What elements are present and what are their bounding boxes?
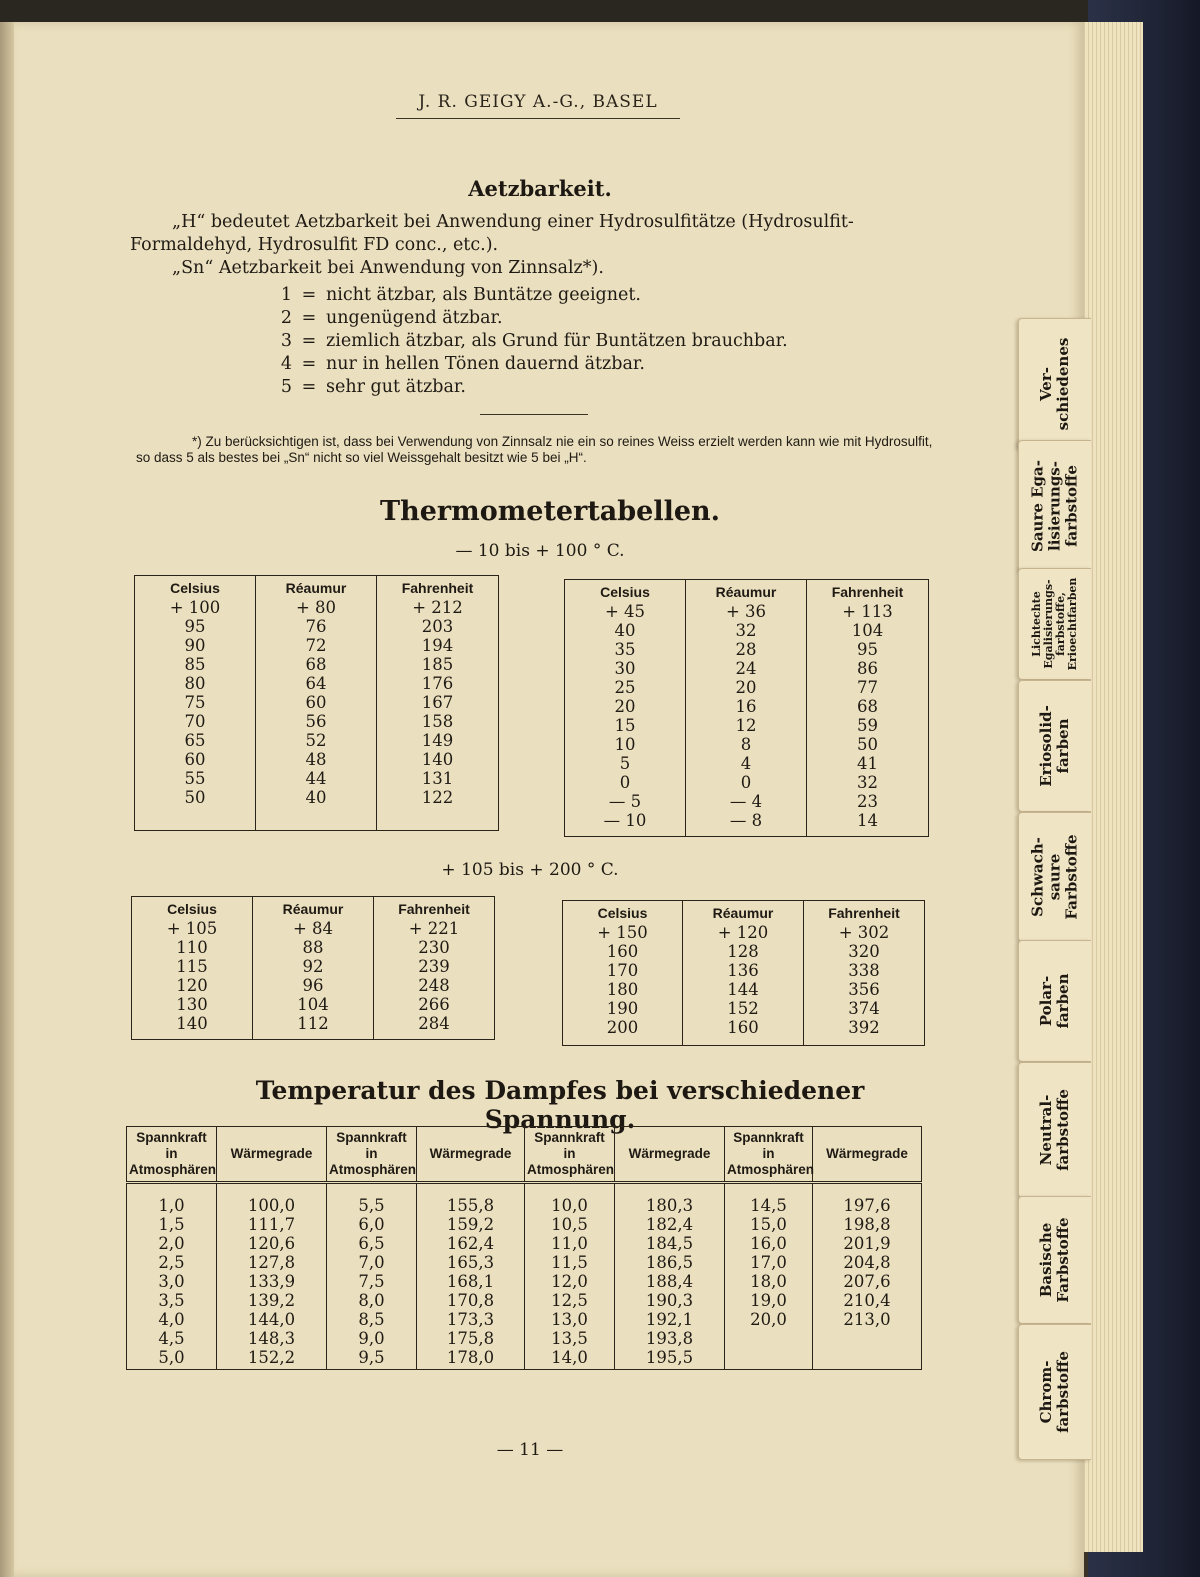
cell-value: 9,5 [358,1348,385,1367]
aetzbarkeit-para-h: „H“ bedeutet Aetzbarkeit bei Anwendung einer Hydrosulfitätze (Hydrosulfit-Formaldehyd, Hydrosulfit FD conc., etc.). [130,212,854,255]
col-header-reaumur: Réaumur [253,897,374,920]
cell-value: 56 [305,712,327,731]
cell-value: 178,0 [446,1348,495,1367]
range-label-1: — 10 bis + 100 ° C. [455,541,625,561]
cell-value: 248 [418,976,450,995]
cell-value: 35 [614,640,636,659]
cell-value: 120,6 [247,1234,296,1253]
index-tab-verschiedenes[interactable] [1018,318,1091,450]
cell-value: 176 [421,674,454,693]
cell-value: — 10 [603,811,647,830]
cell-value: 167 [421,693,454,712]
cell-value: 4,5 [158,1329,185,1348]
pressure-column [328,1196,415,1367]
cell-value: 149 [421,731,454,750]
cell-value: 200 [606,1018,639,1037]
index-tab-chromfarbstoffe[interactable] [1018,1324,1091,1460]
cell-value: 55 [184,769,206,788]
cell-value: 60 [184,750,206,769]
divider [480,414,588,415]
index-tab-schwachsaure-farbstoffe[interactable] [1018,812,1091,942]
cell-value: 320 [848,942,880,961]
cell-value: 201,9 [843,1234,891,1253]
cell-value: 80 [184,674,206,693]
cell-value: 266 [418,995,450,1014]
cell-value: 130 [176,995,208,1014]
cell-value: 30 [614,659,636,678]
cell-value: 374 [848,999,880,1018]
cell-value: 2,0 [158,1234,185,1253]
cell-value: 170,8 [446,1291,495,1310]
cell-value: + 120 [717,923,769,942]
cell-value: 284 [418,1014,450,1033]
cell-value: + 221 [408,919,460,938]
cell-value: 19,0 [750,1291,787,1310]
cell-value: + 302 [838,923,890,942]
cell-value: 159,2 [446,1215,495,1234]
cell-value: — 5 [608,792,642,811]
thermo-table-3 [131,896,495,1040]
cell-value: + 80 [295,598,337,617]
cell-value: 40 [614,621,636,640]
cell-value: 41 [857,754,878,773]
scale-item: 3 = ziemlich ätzbar, als Grund für Buntätzen brauchbar. [280,331,788,351]
scale-item: 4 = nur in hellen Tönen dauernd ätzbar. [280,354,645,374]
cell-value: + 113 [842,602,893,621]
col-header-pressure: Spannkraft in Atmosphären [127,1127,217,1183]
cell-value: 90 [184,636,206,655]
fahrenheit-column [374,919,494,1033]
cell-value: 140 [176,1014,208,1033]
temperature-column [218,1196,325,1367]
fahrenheit-column [377,598,498,807]
cell-value: 3,0 [158,1272,185,1291]
tab-label [1030,460,1081,552]
page-header: J. R. GEIGY A.-G., BASEL [396,92,680,119]
tab-label [1038,973,1072,1028]
cell-value: 140 [421,750,454,769]
col-header-pressure: Spannkraft in Atmosphären [525,1127,615,1183]
cell-value: 60 [305,693,327,712]
cell-value: 15 [614,716,636,735]
cell-value: 96 [302,976,324,995]
cell-value: 12,5 [551,1291,588,1310]
cell-value: 25 [614,678,636,697]
cell-value: 13,5 [551,1329,588,1348]
cell-value: 6,0 [358,1215,385,1234]
cell-value: + 150 [597,923,648,942]
cell-value: 8 [740,735,752,754]
cell-value: 18,0 [750,1272,787,1291]
cell-value: 6,5 [358,1234,385,1253]
cell-value: 175,8 [446,1329,495,1348]
pressure-column [726,1196,811,1329]
cell-value: 50 [184,788,206,807]
cell-value: 5,5 [358,1196,385,1215]
cell-value: 356 [848,980,880,999]
cell-value: lisierungs- [1045,461,1064,551]
cell-value: 186,5 [645,1253,694,1272]
thermo-table-1 [134,575,499,831]
cell-value: 188,4 [645,1272,694,1291]
cell-value: 16,0 [750,1234,787,1253]
cell-value: 239 [418,957,450,976]
index-tab-saure-egalisierungsfarbstoffe[interactable] [1018,440,1091,572]
temperature-column [814,1196,920,1329]
book-cover-top [0,0,1200,22]
cell-value: 85 [184,655,206,674]
cell-value: 23 [857,792,878,811]
cell-value: 3,5 [158,1291,185,1310]
index-tab-lichtechte-egalisierungsfarbstoffe[interactable] [1018,568,1091,680]
cell-value: 162,4 [446,1234,495,1253]
cell-value: 10,5 [551,1215,588,1234]
scale-item: 2 = ungenügend ätzbar. [280,308,503,328]
cell-value: 14,5 [750,1196,787,1215]
index-tab-basische-farbstoffe[interactable] [1018,1196,1091,1324]
cell-value: + 105 [166,919,218,938]
scale-item: 1 = nicht ätzbar, als Buntätze geeignet. [280,285,641,305]
cell-value: 165,3 [446,1253,495,1272]
steam-temperature-title: Temperatur des Dampfes bei verschiedener Spannung. [255,1076,865,1134]
cell-value: 168,1 [446,1272,495,1291]
celsius-column [565,602,685,830]
tab-label [1038,1089,1072,1171]
cell-value: farbstoffe [1054,1351,1072,1433]
cell-value: 68 [857,697,878,716]
cell-value: 338 [848,961,880,980]
col-header-celsius: Celsius [167,901,217,917]
cell-value: farbstoffe [1062,465,1081,547]
cell-value: 86 [857,659,878,678]
cell-value: 11,0 [551,1234,588,1253]
aetzbarkeit-scale [270,284,890,399]
aetzbarkeit-para-sn: „Sn“ Aetzbarkeit bei Anwendung von Zinnsalz*). [172,258,604,278]
range-label-2: + 105 bis + 200 ° C. [441,860,619,880]
cell-value: 64 [305,674,327,693]
reaumur-column [683,923,803,1037]
cell-value: 203 [421,617,454,636]
temperature-column [616,1196,723,1367]
cell-value: 95 [857,640,878,659]
cell-value: 72 [305,636,327,655]
cell-value: 131 [421,769,454,788]
col-header-pressure: Spannkraft in Atmosphären [327,1127,417,1183]
cell-value: 193,8 [645,1329,694,1348]
temperature-column [418,1196,523,1367]
cell-value: 24 [735,659,757,678]
cell-value: 160 [606,942,639,961]
thermometer-title: Thermometertabellen. [380,496,721,527]
col-header-reaumur: Réaumur [683,901,804,924]
tab-label [1038,1217,1072,1302]
cell-value: Eriosolid- [1037,705,1055,787]
cell-value: 111,7 [247,1215,296,1234]
cell-value: 194 [421,636,454,655]
cell-value: 40 [305,788,327,807]
col-header-celsius: Celsius [600,584,650,600]
col-header-celsius: Celsius [170,580,220,596]
cell-value: 92 [302,957,324,976]
reaumur-column [686,602,806,830]
cell-value: 15,0 [750,1215,787,1234]
cell-value: 180,3 [645,1196,694,1215]
cell-value: 120 [176,976,208,995]
celsius-column [135,598,255,807]
footnote: *) Zu berücksichtigen ist, dass bei Verwendung von Zinnsalz nie ein so reines Weiss erzielt werden kann wie mit Hydrosulfit, so dass 5 als bestes bei „Sn“ nicht so viel Weissgehalt besitzt wie 5 bei „H“. [136,434,933,465]
steam-table [126,1126,922,1370]
cell-value: 144 [727,980,759,999]
col-header-temperature: Wärmegrade [813,1127,922,1183]
cell-value: Schwach- [1028,837,1047,917]
cell-value: 190 [606,999,639,1018]
cell-value: 210,4 [843,1291,891,1310]
cell-value: 12,0 [551,1272,588,1291]
cell-value: 5 [619,754,631,773]
cell-value: 68 [305,655,327,674]
index-tab-eriosolidfarben[interactable] [1018,680,1091,812]
cell-value: Neutral- [1037,1094,1055,1166]
cell-value: Lichtechte [1030,591,1043,657]
col-header-fahrenheit: Fahrenheit [804,901,925,924]
cell-value: Erioechtfarben [1066,577,1079,671]
cell-value: 95 [184,617,206,636]
cell-value: 8,5 [358,1310,385,1329]
cell-value: farben [1054,718,1072,774]
celsius-column [132,919,252,1033]
col-header-temperature: Wärmegrade [417,1127,525,1183]
cell-value: + 45 [604,602,646,621]
tab-label [1031,578,1079,671]
cell-value: 173,3 [446,1310,495,1329]
reaumur-column [256,598,376,807]
tab-label [1038,338,1072,431]
col-header-reaumur: Réaumur [256,576,377,599]
cell-value: 17,0 [750,1253,787,1272]
cell-value: 5,0 [158,1348,185,1367]
col-header-fahrenheit: Fahrenheit [374,897,495,920]
cell-value: 10,0 [551,1196,588,1215]
cell-value: 139,2 [247,1291,296,1310]
cell-value: 14,0 [551,1348,588,1367]
cell-value: Saure Ega- [1028,460,1047,552]
cell-value: 50 [857,735,878,754]
cell-value: 213,0 [843,1310,891,1329]
cell-value: farben [1054,973,1072,1029]
cell-value: 13,0 [551,1310,588,1329]
cell-value: 182,4 [645,1215,694,1234]
cell-value: 180 [606,980,639,999]
cell-value: 9,0 [358,1329,385,1348]
cell-value: 170 [606,961,639,980]
cell-value: 104 [297,995,329,1014]
index-tab-neutralfarbstoffe[interactable] [1018,1062,1091,1198]
cell-value: farbstoffe [1054,1089,1072,1171]
cell-value: 7,0 [358,1253,385,1272]
col-header-fahrenheit: Fahrenheit [807,580,929,603]
cell-value: 230 [418,938,450,957]
cell-value: — 8 [729,811,763,830]
cell-value: 197,6 [843,1196,891,1215]
cell-value: 20 [735,678,757,697]
cell-value: 16 [735,697,757,716]
cell-value: 155,8 [446,1196,495,1215]
cell-value: 184,5 [645,1234,694,1253]
cell-value: 392 [848,1018,880,1037]
cell-value: Basische [1037,1222,1055,1298]
cell-value: 190,3 [645,1291,694,1310]
cell-value: 115 [176,957,208,976]
left-page-edge [0,22,14,1577]
cell-value: + 100 [169,598,221,617]
cell-value: 1,0 [158,1196,185,1215]
cell-value: 52 [305,731,327,750]
cell-value: 152 [727,999,759,1018]
pressure-column [128,1196,215,1367]
cell-value: + 212 [412,598,463,617]
cell-value: 198,8 [843,1215,891,1234]
cell-value: 144,0 [247,1310,296,1329]
cell-value: — 4 [729,792,763,811]
cell-value: 207,6 [843,1272,891,1291]
cell-value: 88 [302,938,324,957]
cell-value: 160 [727,1018,759,1037]
cell-value: 100,0 [247,1196,296,1215]
cell-value: 148,3 [247,1329,296,1348]
cell-value: 65 [184,731,206,750]
cell-value: Farbstoffe [1062,834,1081,920]
pressure-column [526,1196,613,1367]
col-header-fahrenheit: Fahrenheit [377,576,499,599]
cell-value: Egalisierungs- [1042,579,1055,669]
aetzbarkeit-title: Aetzbarkeit. [468,176,612,201]
col-header-temperature: Wärmegrade [615,1127,725,1183]
col-header-pressure: Spannkraft in Atmosphären [725,1127,813,1183]
fahrenheit-column [804,923,924,1037]
cell-value: 4 [740,754,752,773]
cell-value: 48 [305,750,327,769]
cell-value: schiedenes [1054,337,1072,431]
cell-value: 75 [184,693,206,712]
cell-value: 7,5 [358,1272,385,1291]
fahrenheit-column [807,602,928,830]
cell-value: 77 [857,678,878,697]
col-header-reaumur: Réaumur [686,580,807,603]
cell-value: + 84 [292,919,334,938]
thermo-table-2 [564,579,929,837]
cell-value: 11,5 [551,1253,588,1272]
cell-value: 1,5 [158,1215,185,1234]
cell-value: 104 [851,621,884,640]
cell-value: 136 [727,961,759,980]
cell-value: 0 [619,773,631,792]
thermo-table-4 [562,900,925,1046]
cell-value: 20 [614,697,636,716]
cell-value: 133,9 [247,1272,296,1291]
cell-value: 12 [735,716,757,735]
cell-value: Farbstoffe [1054,1217,1072,1303]
cell-value: 4,0 [158,1310,185,1329]
cell-value: 0 [740,773,752,792]
cell-value: 127,8 [247,1253,296,1272]
page-number: — 11 — [496,1440,564,1460]
tab-label [1038,705,1072,787]
cell-value: 185 [421,655,454,674]
cell-value: 59 [857,716,878,735]
tab-label [1030,834,1081,919]
cell-value: 122 [421,788,454,807]
cell-value: 110 [176,938,208,957]
cell-value: 32 [857,773,878,792]
cell-value: farbstoffe, [1054,592,1067,656]
cell-value: 128 [727,942,759,961]
cell-value: saure [1045,853,1064,901]
cell-value: 192,1 [645,1310,694,1329]
cell-value: 152,2 [247,1348,296,1367]
cell-value: 20,0 [750,1310,787,1329]
cell-value: 204,8 [843,1253,891,1272]
cell-value: 2,5 [158,1253,185,1272]
cell-value: 32 [735,621,757,640]
cell-value: Ver- [1037,367,1055,401]
scale-item: 5 = sehr gut ätzbar. [280,377,466,397]
cell-value: 10 [614,735,636,754]
cell-value: Polar- [1037,975,1055,1027]
cell-value: 158 [421,712,454,731]
cell-value: 195,5 [645,1348,694,1367]
cell-value: 44 [305,769,327,788]
cell-value: 70 [184,712,206,731]
cell-value: 76 [305,617,327,636]
cell-value: 8,0 [358,1291,385,1310]
celsius-column [563,923,682,1037]
cell-value: 112 [297,1014,329,1033]
cell-value: + 36 [725,602,767,621]
col-header-celsius: Celsius [597,905,648,921]
col-header-temperature: Wärmegrade [217,1127,327,1183]
cell-value: Chrom- [1037,1360,1055,1424]
index-tab-polarfarben[interactable] [1018,940,1091,1062]
tab-label [1038,1351,1072,1433]
cell-value: 14 [857,811,878,830]
cell-value: 28 [735,640,757,659]
reaumur-column [253,919,373,1033]
